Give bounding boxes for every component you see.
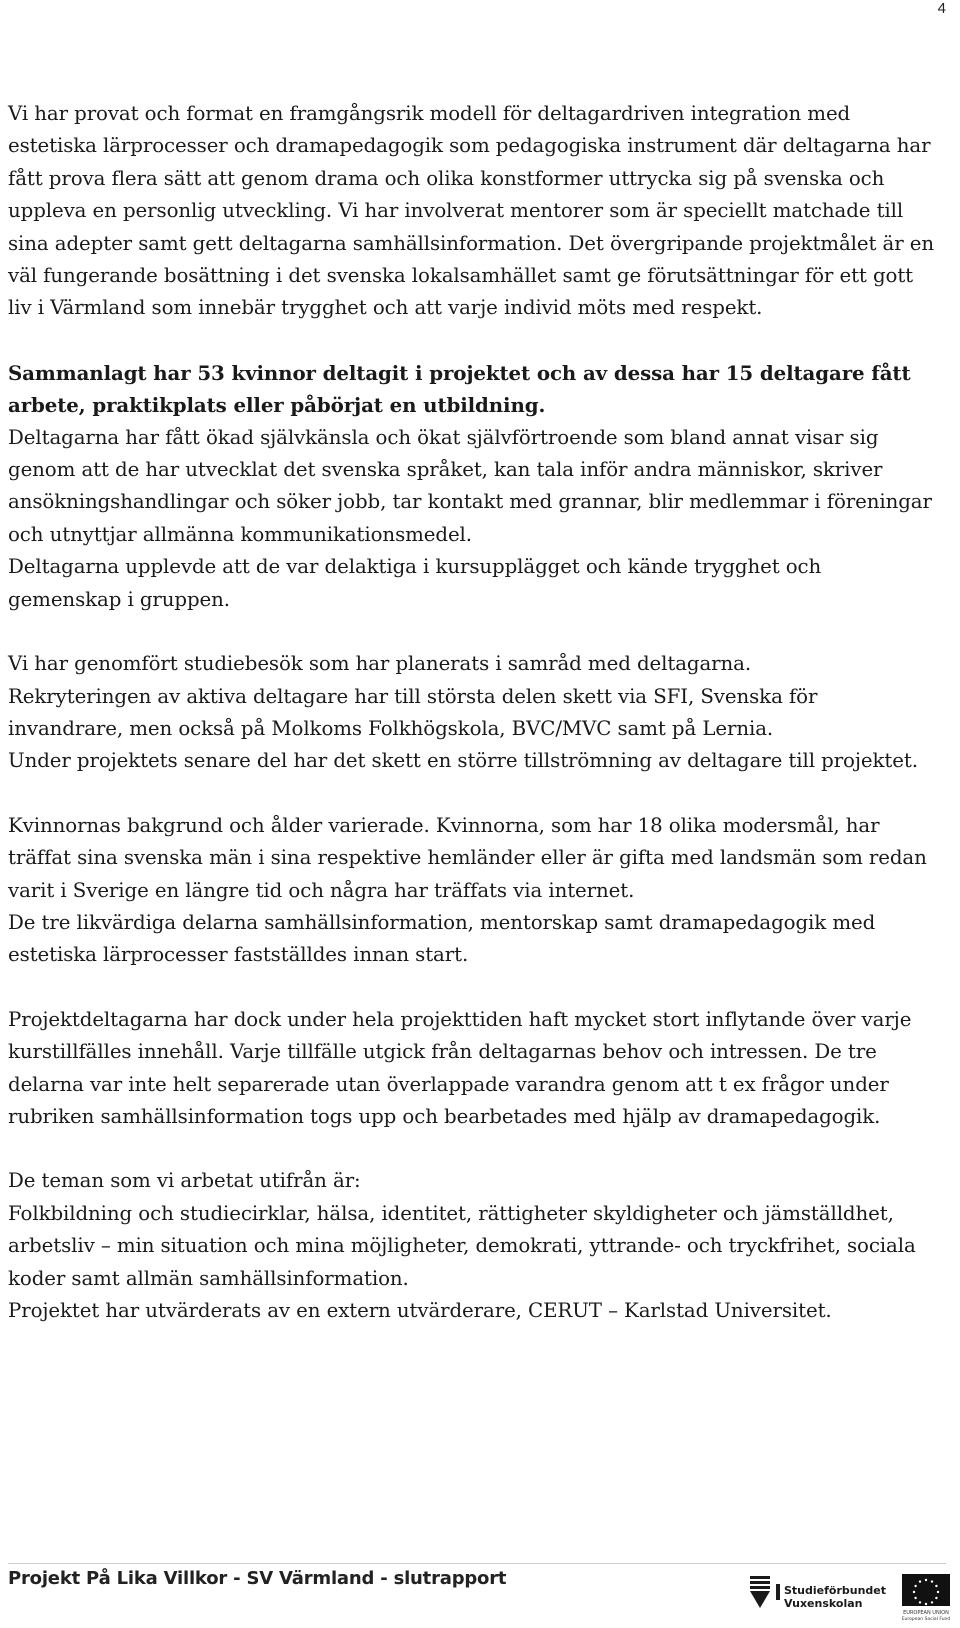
- paragraph-themes-list: Folkbildning och studiecirklar, hälsa, identitet, rättigheter skyldigheter och jämställdhet, arbetsliv – min situation och mina möjligheter, demokrati, yttrande- och tryckfrihet, sociala koder samt allmän samhällsinformation.: [8, 1201, 916, 1290]
- logo-eu-line1: EUROPEAN UNION: [903, 1610, 949, 1616]
- paragraph-themes-heading: De teman som vi arbetat utifrån är:: [8, 1169, 361, 1193]
- logo-sv-line2: Vuxenskolan: [784, 1597, 863, 1610]
- paragraph-outcomes: Deltagarna har fått ökad självkänsla och ökat självförtroende som bland annat visar sig genom att de har utvecklat det svenska språket, kan tala inför andra människor, skriver ansökningshandlingar och söker jobb, tar kontakt med grannar, blir medlemmar i föreningar och utnyttjar allmänna kommunikationsmedel.: [8, 425, 932, 546]
- footer-title: Projekt På Lika Villkor - SV Värmland - slutrapport: [8, 1568, 507, 1589]
- paragraph-background: Kvinnornas bakgrund och ålder varierade. Kvinnorna, som har 18 olika modersmål, har träffat sina svenska män i sina respektive hemländer eller är gifta med landsmän som redan varit i Sverige en längre tid och några har träffats via internet.: [8, 813, 927, 902]
- paragraph-recruitment: Rekryteringen av aktiva deltagare har till största delen skett via SFI, Svenska för invandrare, men också på Molkoms Folkhögskola, BVC/MVC samt på Lernia.: [8, 684, 818, 740]
- paragraph-inflow: Under projektets senare del har det skett en större tillströmning av deltagare till projektet.: [8, 749, 918, 773]
- logo-eu-line2: European Social Fund: [901, 1617, 951, 1622]
- paragraph-intro: Vi har provat och format en framgångsrik modell för deltagardriven integration med estetiska lärprocesser och dramapedagogik som pedagogiska instrument där deltagarna har fått prova flera sätt att genom drama och olika konstformer uttrycka sig på svenska och uppleva en personlig utveckling. Vi har involverat mentorer som är speciellt matchade till sina adepter samt gett deltagarna samhällsinformation. Det övergripande projektmålet är en väl fungerande bosättning i det svenska lokalsamhället samt ge förutsättningar för ett gott liv i Värmland som innebär trygghet och att varje individ möts med respekt.: [8, 102, 934, 320]
- footer-divider: [8, 1563, 946, 1564]
- paragraph-three-parts: De tre likvärdiga delarna samhällsinformation, mentorskap samt dramapedagogik med estetiska lärprocesser fastställdes innan start.: [8, 910, 876, 967]
- paragraph-evaluation: Projektet har utvärderats av en extern utvärderare, CERUT – Karlstad Universitet.: [8, 1299, 832, 1322]
- studieforbundet-vuxenskolan-logo: [748, 1570, 887, 1616]
- eu-social-fund-logo: [898, 1570, 954, 1624]
- paragraph-summary-bold: Sammanlagt har 53 kvinnor deltagit i projektet och av dessa har 15 deltagare fått arbete, praktikplats eller påbörjat en utbildning.: [8, 360, 911, 418]
- paragraph-influence: Projektdeltagarna har dock under hela projekttiden haft mycket stort inflytande över varje kurstillfälles innehåll. Varje tillfälle utgick från deltagarnas behov och intressen. De tre delarna var inte helt separerade utan överlappade varandra genom att t ex frågor under rubriken samhällsinformation togs upp och bearbetades med hjälp av dramapedagogik.: [8, 1007, 912, 1128]
- document-body: [8, 98, 938, 1327]
- page-number: 4: [937, 0, 946, 17]
- paragraph-study-visits: Vi har genomfört studiebesök som har planerats i samråd med deltagarna.: [8, 652, 752, 676]
- logo-sv-line1: Studieförbundet: [784, 1584, 887, 1597]
- paragraph-participation: Deltagarna upplevde att de var delaktiga i kursupplägget och kände trygghet och gemenskap i gruppen.: [8, 555, 822, 611]
